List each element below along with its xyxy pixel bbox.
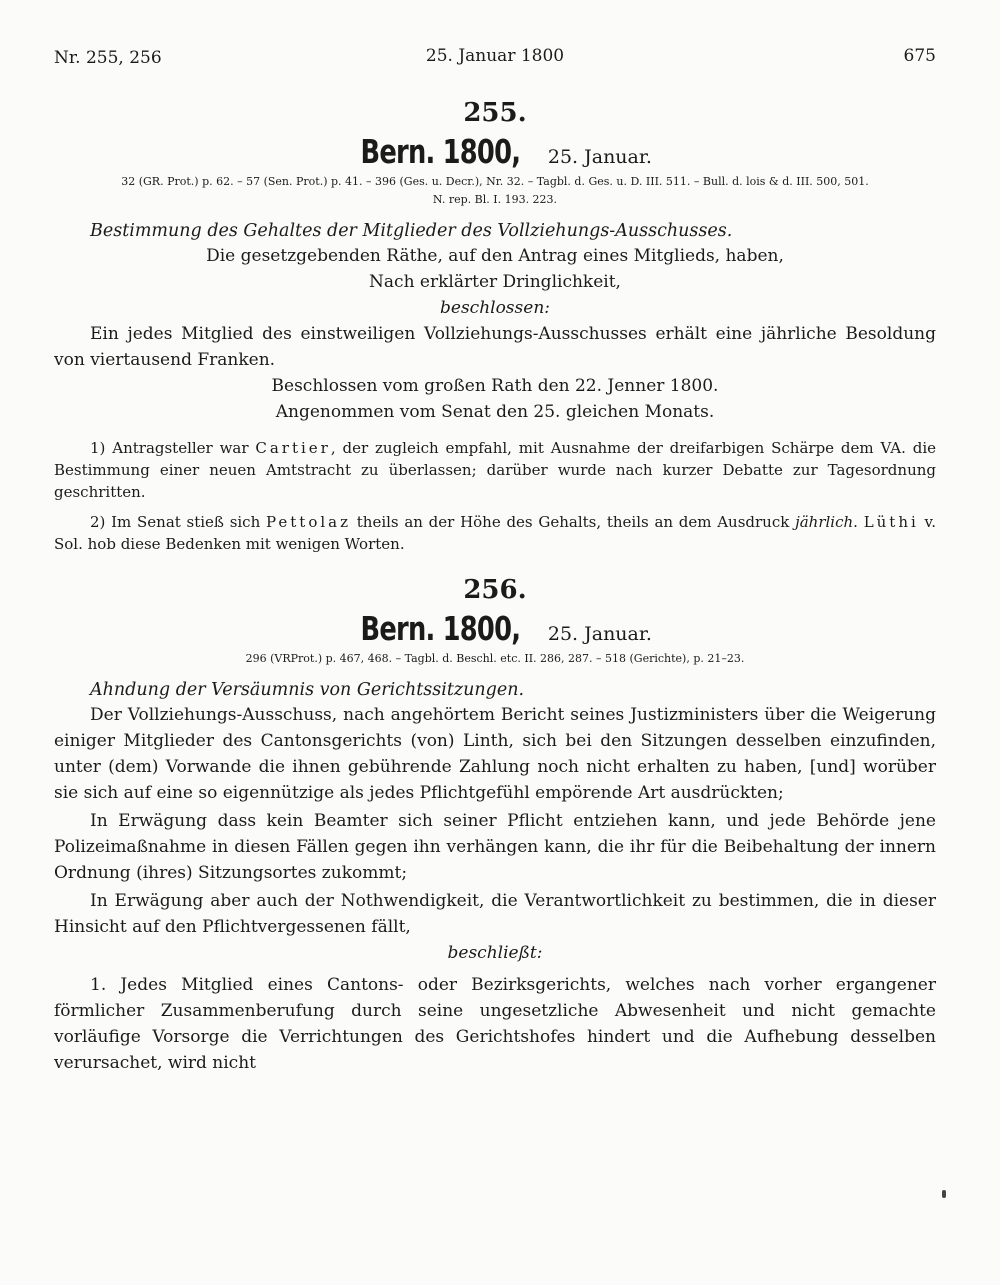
doc-number-255: 255. — [463, 98, 527, 128]
doc-255-references — [54, 173, 936, 209]
doc-255-date: 25. Januar. — [547, 146, 652, 168]
doc-number-256: 256. — [463, 575, 527, 605]
doc-256-para-3: In Erwägung aber auch der Nothwendigkeit, die Verantwortlichkeit zu bestimmen, die in dieser Hinsicht auf den Pflichtvergessenen fällt, — [54, 891, 936, 937]
doc-255-refs-line2: N. rep. Bl. I. 193. 223. — [432, 193, 558, 206]
doc-255-closing-1: Beschlossen vom großen Rath den 22. Jenner 1800. — [271, 376, 719, 396]
doc-256-resolved: beschließt: — [447, 943, 543, 963]
doc-256-para-4: 1. Jedes Mitglied eines Cantons- oder Bezirksgerichts, welches nach vorher ergangener förmlicher Zusammenberufung durch seine ungesetzliche Abwesenheit und nicht gemachte vorläufige Vorsorge die Verrichtungen des Gerichtshofes hindert und die Aufhebung desselben verursachet, wird nicht — [54, 975, 936, 1073]
ink-speck — [942, 1190, 946, 1198]
doc-255-subtitle: Bestimmung des Gehaltes der Mitglieder des Vollziehungs-Ausschusses. — [90, 221, 733, 241]
doc-255-body: Ein jedes Mitglied des einstweiligen Vollziehungs-Ausschusses erhält eine jährliche Besoldung von viertausend Franken. — [54, 324, 936, 370]
doc-256-dateline — [54, 609, 936, 648]
doc-255-dateline — [54, 132, 936, 171]
footnote-2-text-a: 2) Im Senat stieß sich — [90, 513, 266, 531]
header-date: 25. Januar 1800 — [425, 46, 565, 66]
footnote-2-text-c: . — [853, 513, 864, 531]
running-header — [54, 40, 936, 70]
doc-256-references: 296 (VRProt.) p. 467, 468. – Tagbl. d. Beschl. etc. II. 286, 287. – 518 (Gerichte), p. 21–23. — [245, 652, 745, 665]
footnote-1 — [54, 437, 936, 503]
doc-256-date: 25. Januar. — [547, 623, 652, 645]
footnote-1-name: Cartier — [255, 439, 331, 457]
footnote-2-word: jährlich — [795, 513, 854, 531]
footnote-2-name-2: Lüthi — [863, 513, 919, 531]
footnote-1-text-b: , der zugleich empfahl, mit Ausnahme der dreifarbigen Schärpe dem VA. die Bestimmung einer neuen Amtstracht zu überlassen; darüber wurde nach kurzer Debatte zur Tagesordnung geschritten. — [54, 439, 936, 501]
header-doc-numbers: Nr. 255, 256 — [54, 48, 162, 68]
doc-256-place: Bern. 1800, — [360, 609, 521, 648]
doc-255-urgency: Nach erklärter Dringlichkeit, — [369, 272, 621, 292]
footnote-2-name: Pettolaz — [265, 513, 352, 531]
footnote-2-text-d: v. Sol. hob diese Bedenken mit wenigen Worten. — [54, 513, 936, 553]
doc-255-refs-line1: 32 (GR. Prot.) p. 62. – 57 (Sen. Prot.) p. 41. – 396 (Ges. u. Decr.), Nr. 32. – Tagbl. d. Ges. u. D. III. 511. – Bull. d. lois & d. III. 500, 501. — [121, 175, 869, 188]
document-page — [54, 40, 936, 1076]
doc-256-para-1: Der Vollziehungs-Ausschuss, nach angehörtem Bericht seines Justizministers über die Weigerung einiger Mitglieder des Cantonsgerichts (von) Linth, sich bei den Sitzungen desselben einzufinden, unter (dem) Vorwande die ihnen gebührende Zahlung noch nicht erhalten zu haben, [und] worüber sie sich auf eine so eigennützige als jedes Pflichtgefühl empörende Art ausdrückten; — [54, 705, 936, 803]
footnote-1-text-a: 1) Antragsteller war — [90, 439, 256, 457]
doc-256-para-2: In Erwägung dass kein Beamter sich seiner Pflicht entziehen kann, und jede Behörde jene Polizeimaßnahme in diesen Fällen gegen ihn verhängen kann, die ihr für die Beibehaltung der innern Ordnung (ihres) Sitzungsortes zukommt; — [54, 811, 936, 883]
doc-255-closing-2: Angenommen vom Senat den 25. gleichen Monats. — [275, 402, 715, 422]
footnote-2-text-b: theils an der Höhe des Gehalts, theils an dem Ausdruck — [351, 513, 796, 531]
doc-256-subtitle: Ahndung der Versäumnis von Gerichtssitzungen. — [90, 680, 525, 700]
doc-255-resolved: beschlossen: — [440, 298, 550, 318]
page-number: 675 — [903, 46, 936, 66]
doc-255-intro: Die gesetzgebenden Räthe, auf den Antrag eines Mitglieds, haben, — [206, 246, 784, 266]
doc-255-place: Bern. 1800, — [360, 132, 521, 171]
footnote-2 — [54, 511, 936, 555]
